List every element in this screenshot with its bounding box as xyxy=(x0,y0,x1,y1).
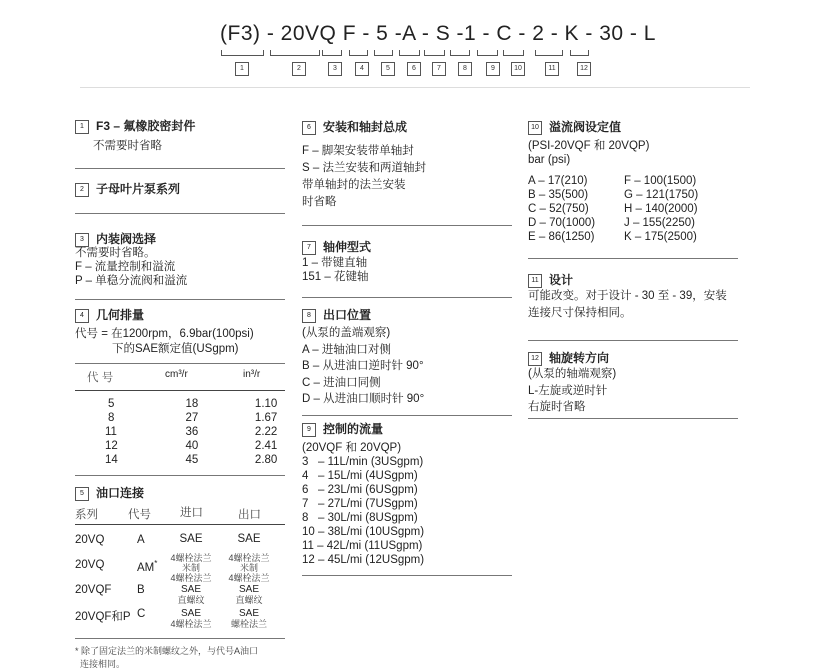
s10-right-values xyxy=(624,174,698,244)
segment-number-box: 3 xyxy=(328,62,342,76)
port-text: SAE xyxy=(179,533,203,545)
table-row xyxy=(75,453,285,467)
text-line: D – 从进油口顺时针 90° xyxy=(302,393,425,405)
text-line: (从泵的轴端观察) xyxy=(528,368,617,380)
code xyxy=(137,584,145,596)
s12-lines xyxy=(528,367,616,417)
outlet-type xyxy=(218,534,280,545)
segment-bracket xyxy=(450,50,470,56)
section-12-header: 12 轴旋转方向 xyxy=(528,349,609,366)
col-header: in³/r xyxy=(243,369,261,380)
series: 20VQ xyxy=(75,534,105,546)
footnote: 连接相同。 xyxy=(80,659,126,669)
text-line: E – 86(1250) xyxy=(528,231,595,243)
col-header: 代 号 xyxy=(87,372,114,384)
port-text: 直螺纹 xyxy=(177,595,205,605)
col-header: 进口 xyxy=(180,507,203,519)
s6-lines xyxy=(302,144,426,212)
port-text: SAE xyxy=(238,608,259,619)
text-line: B – 35(500) xyxy=(528,189,589,201)
text-line: 10 – 38L/mi (10USgpm) xyxy=(302,526,425,538)
divider xyxy=(75,213,285,214)
divider xyxy=(528,418,738,419)
divider xyxy=(75,638,285,639)
text-line: 连接尺寸保持相同。 xyxy=(528,307,632,319)
series: 20VQ xyxy=(75,559,105,571)
divider xyxy=(302,225,512,226)
port-text: SAE xyxy=(180,584,201,595)
port-text: 螺栓法兰 xyxy=(230,619,267,629)
text-line: F – 脚架安装带单轴封 xyxy=(302,145,414,157)
code-text: B xyxy=(137,584,145,596)
table-row xyxy=(75,439,285,453)
s9-lines xyxy=(302,441,424,567)
text-line: 带单轴封的法兰安装 xyxy=(302,179,406,191)
segment-number-box: 4 xyxy=(355,62,369,76)
section-10-header: 10 溢流阀设定值 xyxy=(528,118,621,135)
text-line: K – 175(2500) xyxy=(624,231,697,243)
divider xyxy=(302,297,512,298)
cell: 5 xyxy=(108,398,115,410)
col-header: 系列 xyxy=(75,509,98,521)
cell: 18 xyxy=(185,398,199,410)
col-header: 出口 xyxy=(238,509,261,521)
inlet-type xyxy=(160,553,222,583)
cell: 8 xyxy=(108,412,115,424)
port-text: SAE xyxy=(180,608,201,619)
section-9-header: 9 控制的流量 xyxy=(302,420,383,437)
text-line: L-左旋或逆时针 xyxy=(528,384,608,397)
segment-number-box: 8 xyxy=(458,62,472,76)
code xyxy=(137,608,145,620)
section-7-header: 7 轴伸型式 xyxy=(302,238,371,255)
inlet-type xyxy=(160,584,222,605)
divider xyxy=(75,299,285,300)
section-6-header: 6 安装和轴封总成 xyxy=(302,118,407,135)
port-text: 4螺栓法兰 xyxy=(228,553,270,563)
model-code: (F3) - 20VQ F - 5 -A - S -1 - C - 2 - K - 30 - L xyxy=(220,22,656,45)
segment-bracket xyxy=(570,50,589,56)
inlet-type xyxy=(160,534,222,545)
text-line: 1 – 带键直轴 xyxy=(302,257,368,269)
code-text: A xyxy=(137,534,145,546)
text-line: D – 70(1000) xyxy=(528,217,596,229)
text-line: C – 进油口同侧 xyxy=(302,376,381,389)
cell: 2.80 xyxy=(254,454,278,466)
port-text: 4螺栓法兰 xyxy=(170,553,212,563)
s10-lines xyxy=(528,139,649,167)
code xyxy=(137,559,157,574)
port-text: SAE xyxy=(237,533,261,545)
section-11-header: 11 设计 xyxy=(528,271,573,288)
table-row xyxy=(75,411,285,425)
text-line: H – 140(2000) xyxy=(624,203,698,215)
text-line: (从泵的盖端观察) xyxy=(302,327,391,339)
segment-bracket xyxy=(349,50,368,56)
cell: 27 xyxy=(185,412,199,424)
segment-number-box: 2 xyxy=(292,62,306,76)
segment-number-box: 6 xyxy=(407,62,421,76)
segment-bracket xyxy=(322,50,342,56)
text-line: bar (psi) xyxy=(528,154,571,166)
code-text: AM xyxy=(137,561,155,574)
text-line: 4 – 15L/mi (4USgpm) xyxy=(302,470,418,482)
text-line: (PSI-20VQF 和 20VQP) xyxy=(528,140,650,152)
cell: 45 xyxy=(185,454,199,466)
text-line: A – 17(210) xyxy=(528,175,588,187)
inlet-type xyxy=(160,608,222,629)
cell: 2.41 xyxy=(254,440,278,452)
section-3-header: 3 内装阀选择 xyxy=(75,230,156,247)
text-line: 右旋时省略 xyxy=(528,401,586,413)
text-line: F – 100(1500) xyxy=(624,175,697,187)
footnote: * 除了固定法兰的米制螺纹之外，与代号A油口 xyxy=(75,646,259,656)
displacement-table xyxy=(75,397,285,467)
divider xyxy=(302,415,512,416)
segment-number-box: 12 xyxy=(577,62,591,76)
divider xyxy=(528,340,738,341)
series: 20VQF和P xyxy=(75,611,131,623)
footnote-mark: * xyxy=(154,559,158,568)
section-4-header: 4 几何排量 xyxy=(75,306,144,323)
text-line: 8 – 30L/mi (8USgpm) xyxy=(302,512,418,524)
segment-bracket xyxy=(221,50,264,56)
text-line: 可能改变。对于设计 - 30 至 - 39，安装 xyxy=(528,290,727,302)
cell: 2.22 xyxy=(254,426,278,438)
text-line: G – 121(1750) xyxy=(624,189,699,201)
cell: 40 xyxy=(185,440,199,452)
text-line: 6 – 23L/mi (6USgpm) xyxy=(302,484,418,496)
s3-lines: 不需要时省略。 F – 流量控制和溢流 P – 单稳分流阀和溢流 xyxy=(75,247,188,287)
text-line: A – 进轴油口对侧 xyxy=(302,343,391,356)
text-line: (20VQF 和 20VQP) xyxy=(302,442,402,454)
divider xyxy=(75,524,285,525)
section-8-header: 8 出口位置 xyxy=(302,306,371,323)
text-line: J – 155(2250) xyxy=(624,217,695,229)
port-text: 米制 xyxy=(239,563,258,573)
table-row xyxy=(75,397,285,411)
code-text: C xyxy=(137,608,146,620)
section-5-header: 5 油口连接 xyxy=(75,484,144,501)
segment-bracket xyxy=(424,50,445,56)
port-text: 4螺栓法兰 xyxy=(228,573,270,583)
col-header: 代号 xyxy=(128,509,151,521)
outlet-type xyxy=(218,584,280,605)
text-line: 7 – 27L/mi (7USgpm) xyxy=(302,498,418,510)
divider xyxy=(302,575,512,576)
port-text: 米制 xyxy=(181,563,200,573)
cell: 36 xyxy=(185,426,199,438)
s10-left-values xyxy=(528,174,595,244)
divider xyxy=(75,168,285,169)
divider xyxy=(75,390,285,391)
port-text: SAE xyxy=(238,584,259,595)
segment-number-box: 7 xyxy=(432,62,446,76)
table-row xyxy=(75,425,285,439)
col-header: cm³/r xyxy=(165,369,188,380)
cell: 1.67 xyxy=(254,412,278,424)
cell: 12 xyxy=(105,440,118,452)
segment-bracket xyxy=(477,50,498,56)
cell: 1.10 xyxy=(254,398,278,410)
segment-number-box: 1 xyxy=(235,62,249,76)
cell: 11 xyxy=(105,426,117,438)
code xyxy=(137,534,145,546)
divider xyxy=(528,258,738,259)
segment-bracket xyxy=(535,50,563,56)
section-1-header: 1 F3 – 氟橡胶密封件 xyxy=(75,117,195,134)
text-line: 时省略 xyxy=(302,196,337,208)
text-line: 11 – 42L/mi (11USgpm) xyxy=(302,540,423,552)
segment-bracket xyxy=(399,50,420,56)
port-text: 4螺栓法兰 xyxy=(170,573,212,583)
section-2-header: 2 子母叶片泵系列 xyxy=(75,180,180,197)
segment-bracket xyxy=(374,50,393,56)
s8-lines xyxy=(302,326,424,409)
segment-number-box: 10 xyxy=(511,62,525,76)
s11-lines xyxy=(528,289,727,323)
segment-number-box: 11 xyxy=(545,62,559,76)
segment-bracket xyxy=(270,50,320,56)
text-line: 151 – 花键轴 xyxy=(302,271,369,283)
segment-bracket xyxy=(503,50,524,56)
divider xyxy=(75,363,285,364)
text-line: B – 从进油口逆时针 90° xyxy=(302,360,424,372)
port-text: 4螺栓法兰 xyxy=(170,619,212,629)
text-line: 12 – 45L/mi (12USgpm) xyxy=(302,554,425,566)
s7-lines xyxy=(302,256,368,284)
outlet-type xyxy=(218,553,280,583)
text-line: C – 52(750) xyxy=(528,203,589,215)
divider xyxy=(75,475,285,476)
text-line: S – 法兰安装和两道轴封 xyxy=(302,162,426,174)
segment-number-box: 5 xyxy=(381,62,395,76)
s1-line: 不需要时省略 xyxy=(93,140,162,152)
port-text: 直螺纹 xyxy=(235,595,263,605)
segment-number-box: 9 xyxy=(486,62,500,76)
s4-line: 代号 = 在1200rpm，6.9bar(100psi) xyxy=(75,328,254,340)
series: 20VQF xyxy=(75,584,112,596)
cell: 14 xyxy=(105,454,118,466)
s4-line: 下的SAE额定值(USgpm) xyxy=(112,343,239,355)
divider xyxy=(80,87,750,88)
outlet-type xyxy=(218,608,280,629)
text-line: 3 – 11L/min (3USgpm) xyxy=(302,456,424,468)
